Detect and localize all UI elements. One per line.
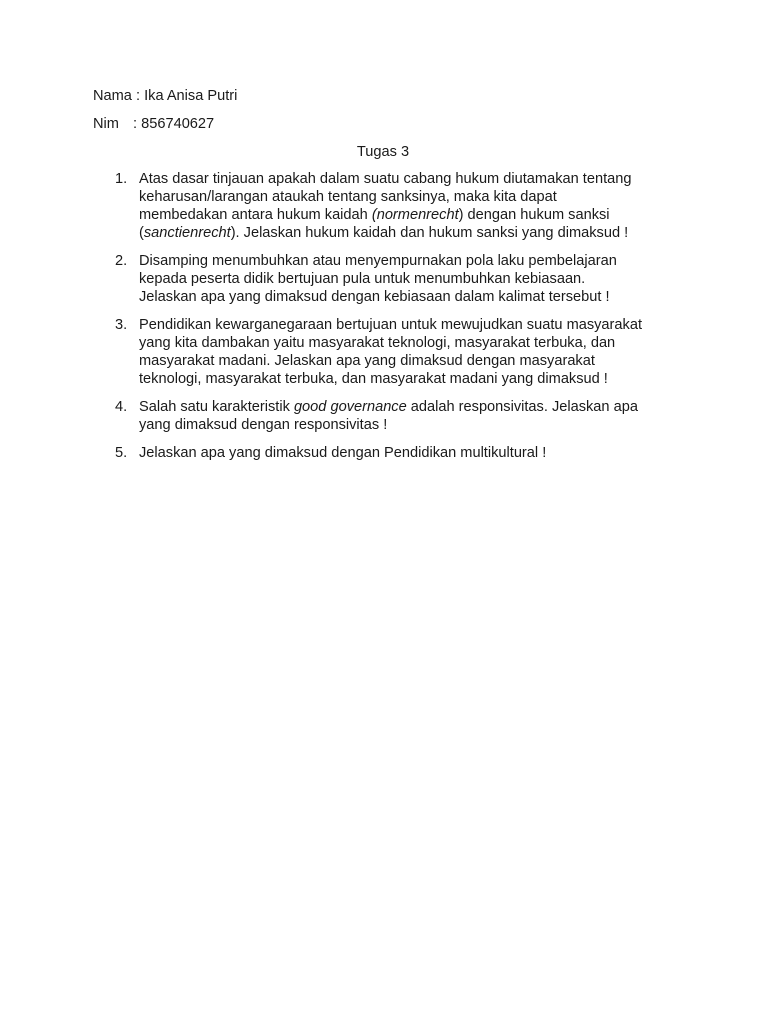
nama-value: Ika Anisa Putri — [144, 88, 238, 104]
question-text-line — [139, 352, 679, 370]
question-text: Jelaskan apa yang dimaksud dengan Pendidikan multikultural ! — [139, 445, 547, 461]
question-text-line — [139, 370, 679, 388]
question-text-line — [139, 188, 679, 206]
question-text: Salah satu karakteristik — [139, 399, 294, 415]
question-text: teknologi, masyarakat terbuka, dan masyarakat madani yang dimaksud ! — [139, 371, 608, 387]
question-item — [0, 252, 679, 306]
document-title-text: Tugas 3 — [356, 144, 410, 160]
question-text: masyarakat madani. Jelaskan apa yang dimaksud dengan masyarakat — [139, 353, 595, 369]
question-text: membedakan antara hukum kaidah — [139, 207, 372, 223]
nim-separator: : — [133, 116, 142, 132]
question-text: yang dimaksud dengan responsivitas ! — [139, 417, 388, 433]
question-text-line — [139, 334, 679, 352]
question-number: 4. — [115, 399, 128, 415]
italic-term: sanctienrecht — [143, 225, 231, 241]
question-number: 1. — [115, 171, 128, 187]
question-text: ( — [139, 225, 144, 241]
nim-value: 856740627 — [141, 116, 215, 132]
question-text: kepada peserta didik bertujuan pula untuk menumbuhkan kebiasaan. — [139, 271, 586, 287]
question-text: adalah responsivitas. Jelaskan apa — [406, 399, 638, 415]
question-number: 5. — [115, 445, 128, 461]
question-number: 2. — [115, 253, 128, 269]
nama-label: Nama — [93, 88, 132, 104]
question-text-line — [139, 288, 679, 306]
question-text: yang kita dambakan yaitu masyarakat teknologi, masyarakat terbuka, dan — [139, 335, 616, 351]
question-item — [0, 444, 679, 462]
question-item — [0, 170, 679, 242]
question-text-line — [139, 416, 679, 434]
nim-line — [93, 115, 214, 133]
question-text-line — [139, 206, 679, 224]
question-text-line — [139, 316, 679, 334]
question-text: ). Jelaskan hukum kaidah dan hukum sanksi yang dimaksud ! — [230, 225, 629, 241]
question-text: Atas dasar tinjauan apakah dalam suatu cabang hukum diutamakan tentang — [139, 171, 632, 187]
question-text-line — [139, 252, 679, 270]
question-text: ) dengan hukum sanksi — [458, 207, 610, 223]
question-text-line — [139, 398, 679, 416]
question-text-line — [139, 444, 679, 462]
question-text: keharusan/larangan ataukah tentang sanksinya, maka kita dapat — [139, 189, 557, 205]
question-number: 3. — [115, 317, 128, 333]
question-item — [0, 398, 679, 434]
question-text: Jelaskan apa yang dimaksud dengan kebiasaan dalam kalimat tersebut ! — [139, 289, 610, 305]
nim-label: Nim — [93, 116, 119, 132]
question-text-line — [139, 270, 679, 288]
document-title — [0, 143, 768, 161]
question-text-line — [139, 224, 679, 242]
nama-separator: : — [131, 88, 145, 104]
nama-line — [93, 87, 237, 105]
question-item — [0, 316, 679, 388]
question-text: Disamping menumbuhkan atau menyempurnakan pola laku pembelajaran — [139, 253, 617, 269]
question-list — [0, 170, 768, 472]
question-text: Pendidikan kewarganegaraan bertujuan untuk mewujudkan suatu masyarakat — [139, 317, 642, 333]
italic-term: good governance — [293, 399, 407, 415]
italic-term: (normenrecht — [371, 207, 459, 223]
question-text-line — [139, 170, 679, 188]
